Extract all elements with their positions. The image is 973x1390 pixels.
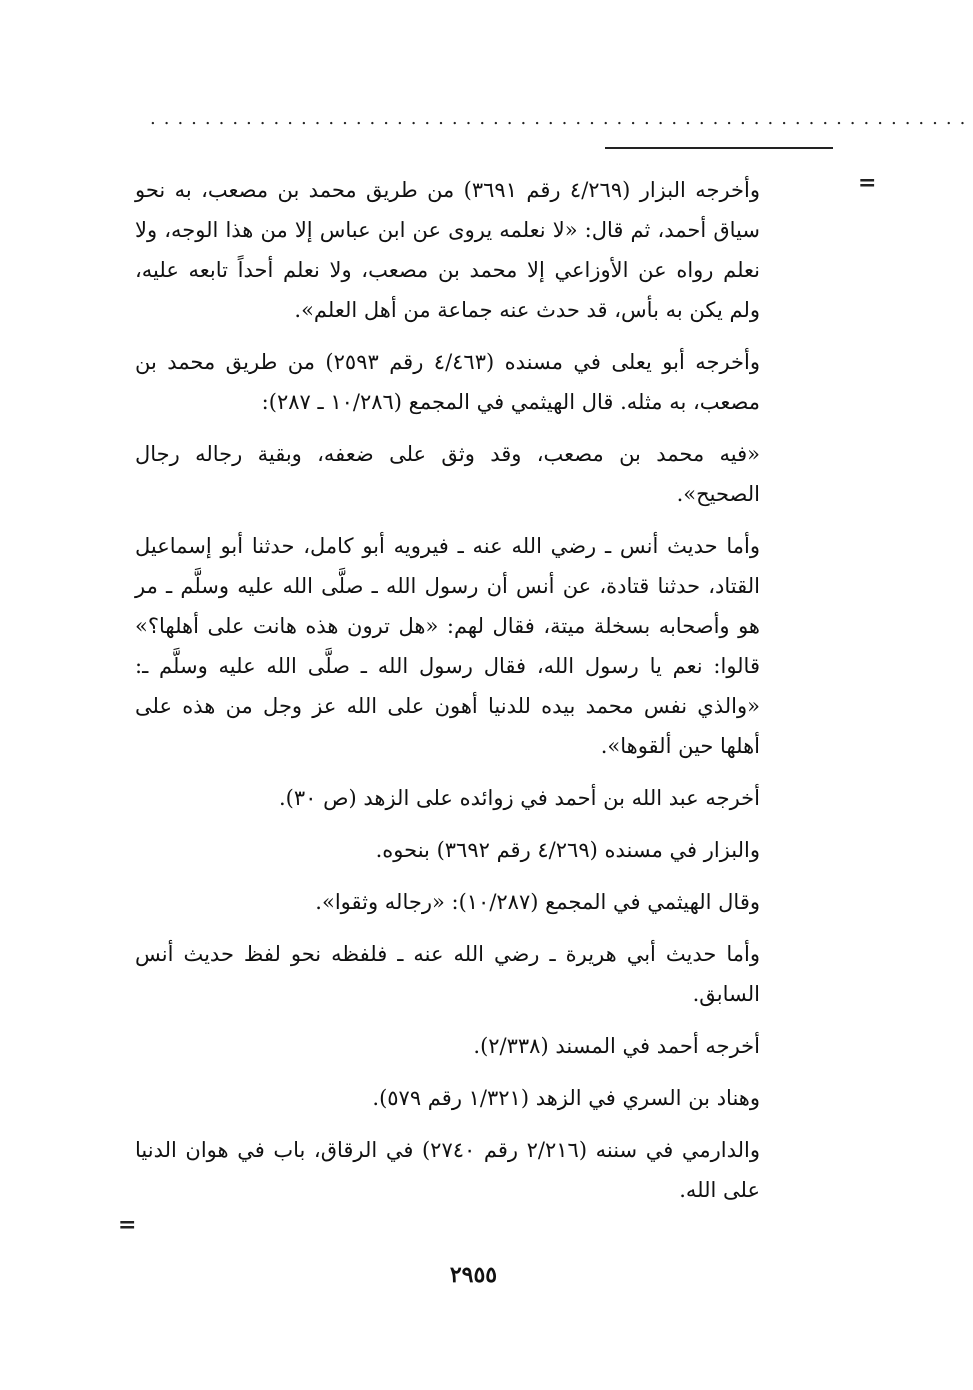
paragraph-hannad: وهناد بن السري في الزهد (١/٣٢١ رقم ٥٧٩). <box>372 1086 760 1110</box>
footnote-body <box>135 170 760 1222</box>
paragraph-haythami-quote: «فيه محمد بن مصعب، وقد وثق على ضعفه، وبقية رجاله رجال الصحيح». <box>135 442 760 506</box>
continuation-mark-top: = <box>858 170 877 196</box>
paragraph-bazzar-2: والبزار في مسنده (٤/٢٦٩ رقم ٣٦٩٢) بنحوه. <box>375 838 760 862</box>
page-number: ٢٩٥٥ <box>449 1262 498 1288</box>
continuation-mark-bottom: = <box>118 1212 137 1238</box>
header-dotted-line: ............................................................ <box>150 108 973 129</box>
paragraph-abu-hurayra: وأما حديث أبي هريرة ـ رضي الله عنه ـ فلفظه نحو لفظ حديث أنس السابق. <box>135 942 760 1006</box>
paragraph-darimi: والدارمي في سننه (٢/٢١٦ رقم ٢٧٤٠) في الرقاق، باب في هوان الدنيا على الله. <box>135 1138 760 1202</box>
paragraph-bazzar-1: وأخرجه البزار (٤/٢٦٩ رقم ٣٦٩١) من طريق محمد بن مصعب، به نحو سياق أحمد، ثم قال: «لا نعلمه يروى عن ابن عباس إلا من هذا الوجه، ولا نعلم رواه عن الأوزاعي إلا محمد بن مصعب، ولا نعلم أحداً تابعه عليه، ولم يكن به بأس، قد حدث عنه جماعة من أهل العلم». <box>135 178 760 322</box>
footnote-separator-rule <box>605 147 833 149</box>
paragraph-ahmad-musnad: أخرجه أحمد في المسند (٢/٣٣٨). <box>473 1034 760 1058</box>
paragraph-haythami-2: وقال الهيثمي في المجمع (١٠/٢٨٧): «رجاله وثقوا». <box>315 890 760 914</box>
paragraph-abu-yala: وأخرجه أبو يعلى في مسنده (٤/٤٦٣ رقم ٢٥٩٣) من طريق محمد بن مصعب، به مثله. قال الهيثمي في المجمع (١٠/٢٨٦ ـ ٢٨٧): <box>135 350 760 414</box>
paragraph-abdullah-ahmad: أخرجه عبد الله بن أحمد في زوائده على الزهد (ص ٣٠). <box>279 786 760 810</box>
paragraph-anas-hadith: وأما حديث أنس ـ رضي الله عنه ـ فيرويه أبو كامل، حدثنا أبو إسماعيل القتاد، حدثنا قتادة، عن أنس أن رسول الله ـ صلَّى الله عليه وسلَّم ـ مر هو وأصحابه بسخلة ميتة، فقال لهم: «هل ترون هذه هانت على أهلها؟» قالوا: نعم يا رسول الله، فقال رسول الله ـ صلَّى الله عليه وسلَّم ـ: «والذي نفس محمد بيده للدنيا أهون على الله عز وجل من هذه على أهلها حين ألقوها». <box>135 534 760 758</box>
